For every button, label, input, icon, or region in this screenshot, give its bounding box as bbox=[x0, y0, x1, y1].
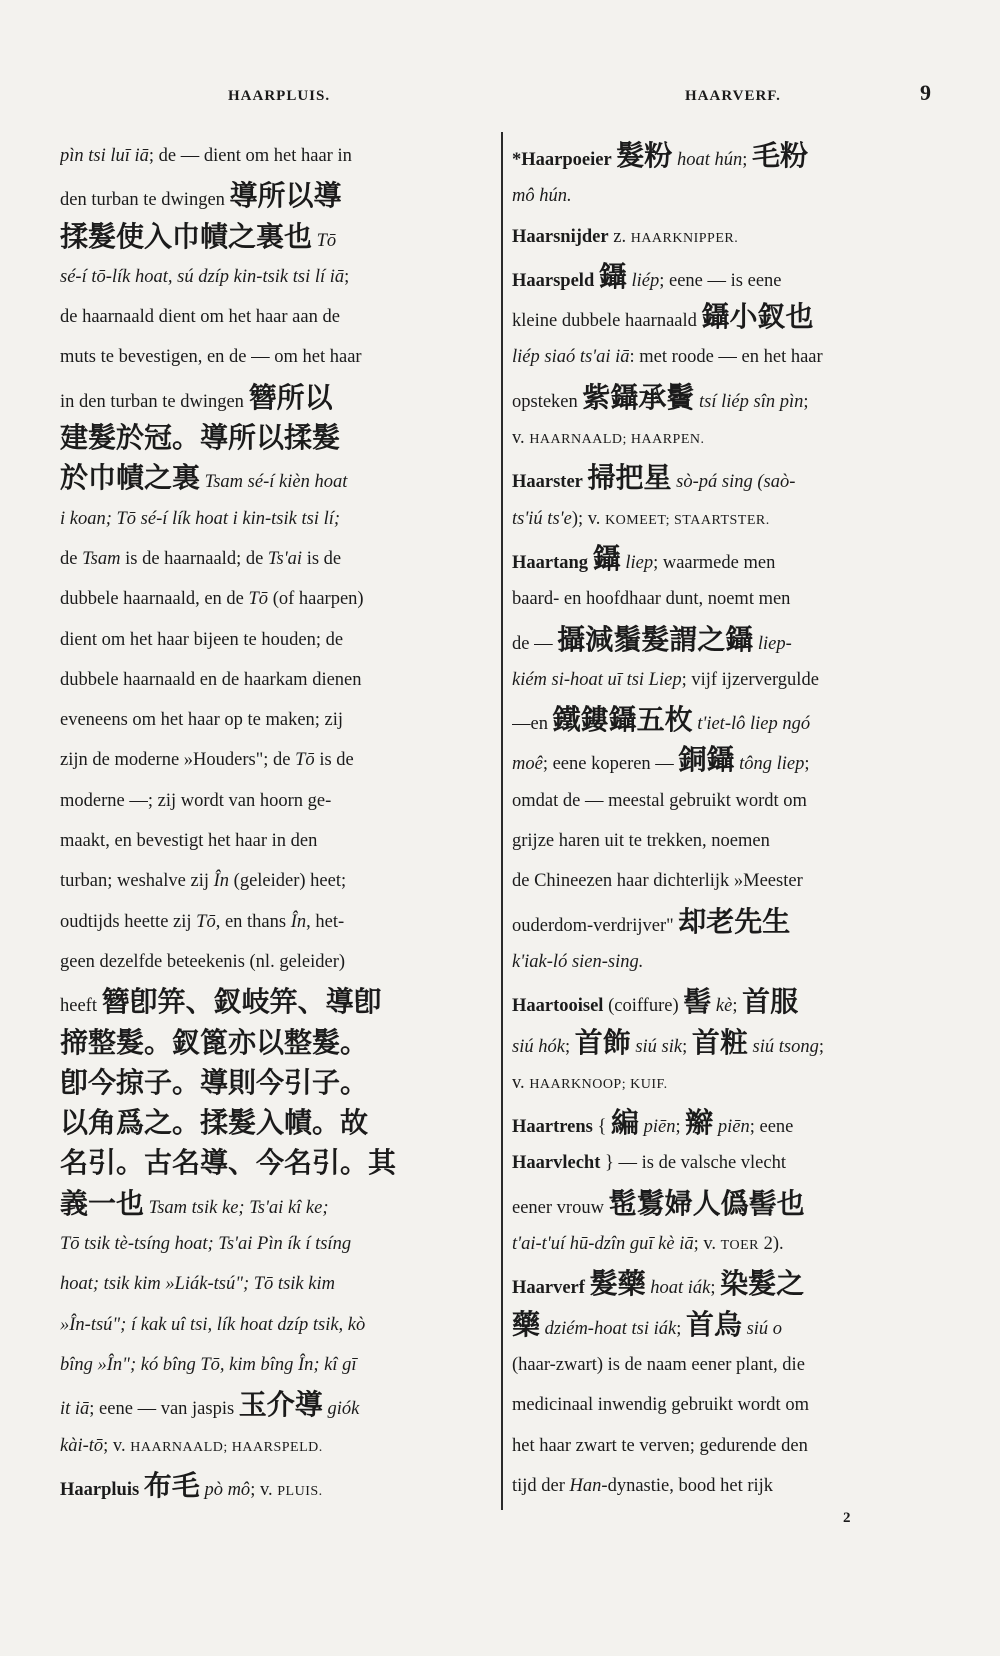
text-segment: hoat hún bbox=[672, 150, 743, 170]
text-segment: ; v. bbox=[250, 1479, 278, 1500]
chinese-characters: 首粧 bbox=[691, 1025, 748, 1059]
text-line bbox=[60, 499, 492, 539]
text-line bbox=[60, 579, 492, 619]
chinese-characters: 攝減鬚髮謂之鑷 bbox=[557, 622, 754, 656]
text-segment: »În-tsú"; í kak uî tsi, lík hoat dzíp tsik, kò bbox=[60, 1314, 366, 1335]
text-line bbox=[512, 1063, 940, 1103]
text-segment: ; bbox=[818, 1036, 824, 1057]
text-segment: is de haarnaald; de bbox=[120, 548, 268, 569]
page-number: 9 bbox=[920, 80, 931, 105]
text-segment: ; bbox=[732, 996, 743, 1017]
text-segment: ; bbox=[344, 266, 350, 287]
text-segment: ; eene koperen — bbox=[542, 754, 679, 775]
text-segment: hoat iák bbox=[645, 1278, 711, 1299]
text-line bbox=[512, 136, 940, 176]
text-segment: siú tsong bbox=[747, 1036, 819, 1057]
text-line bbox=[512, 902, 940, 942]
text-segment: siú hók bbox=[512, 1036, 565, 1057]
text-segment: Ts'ai bbox=[267, 548, 303, 569]
entry-headword: Haarsnijder bbox=[512, 226, 609, 247]
text-segment: siú o bbox=[741, 1318, 783, 1339]
text-segment: -dynastie, bood het rijk bbox=[601, 1475, 774, 1496]
chinese-characters: 鐵鏤鑷五枚 bbox=[552, 703, 693, 737]
text-segment: kài-tō bbox=[60, 1435, 104, 1456]
text-segment: ; eene — is eene bbox=[659, 270, 782, 291]
left-column bbox=[60, 136, 492, 1506]
text-segment: i koan; Tō sé-í lík hoat i kin-tsik tsi lí; bbox=[60, 508, 341, 529]
text-line bbox=[60, 378, 492, 418]
text-segment: liep bbox=[620, 552, 654, 573]
text-line bbox=[512, 700, 940, 740]
text-segment: is de bbox=[302, 548, 342, 569]
text-line bbox=[60, 257, 492, 297]
text-segment: medicinaal inwendig gebruikt wordt om bbox=[512, 1395, 809, 1416]
text-line bbox=[512, 1023, 940, 1063]
chinese-characters: 鑷小釵也 bbox=[701, 300, 814, 334]
text-segment: piēn bbox=[713, 1117, 750, 1138]
text-line bbox=[512, 740, 940, 780]
entry-headword: Haarspeld bbox=[512, 270, 595, 291]
text-segment: kiém si-hoat uī tsi Liep bbox=[512, 669, 682, 690]
text-line bbox=[60, 337, 492, 377]
text-segment: PLUIS. bbox=[277, 1483, 323, 1499]
text-segment: KOMEET; STAARTSTER. bbox=[605, 512, 770, 528]
text-segment: Tsam bbox=[82, 548, 121, 569]
text-segment: moê bbox=[512, 754, 543, 775]
text-segment: heeft bbox=[60, 996, 102, 1017]
text-line bbox=[60, 176, 492, 216]
text-line bbox=[512, 1224, 940, 1264]
text-segment: dient om het haar bijeen te houden; de bbox=[60, 629, 344, 650]
text-segment: de bbox=[60, 548, 83, 569]
chinese-characters: 髮粉 bbox=[616, 139, 673, 172]
signature-mark: 2 bbox=[843, 1510, 851, 1526]
text-segment: moderne —; zij wordt van hoorn ge- bbox=[60, 790, 332, 811]
chinese-characters: 首飾 bbox=[574, 1025, 631, 1059]
text-segment: turban; weshalve zij bbox=[60, 871, 214, 892]
text-line bbox=[512, 257, 940, 297]
text-segment: v. bbox=[512, 1072, 530, 1093]
chinese-characters: 髻 bbox=[683, 985, 712, 1019]
text-segment: tông liep bbox=[734, 754, 805, 775]
text-segment: kleine dubbele haarnaald bbox=[512, 311, 702, 332]
text-line bbox=[512, 1426, 940, 1466]
text-segment: Han bbox=[569, 1475, 602, 1496]
chinese-characters: 簪卽笄、釵岐笄、導卽 bbox=[101, 985, 382, 1019]
text-line bbox=[60, 660, 492, 700]
text-segment: piēn bbox=[639, 1117, 676, 1138]
text-line bbox=[512, 217, 940, 257]
text-segment: oudtijds heette zij bbox=[60, 911, 197, 932]
text-segment: ; bbox=[742, 150, 752, 170]
text-line bbox=[512, 1264, 940, 1304]
text-line bbox=[512, 982, 940, 1022]
text-segment: baard- en hoofdhaar dunt, noemt men bbox=[512, 589, 791, 610]
chinese-characters: 藥 bbox=[512, 1307, 541, 1341]
text-line bbox=[512, 176, 940, 216]
text-segment: , en thans bbox=[215, 911, 291, 932]
text-line bbox=[60, 781, 492, 821]
chinese-characters: 導所以導 bbox=[229, 179, 342, 213]
text-segment: eveneens om het haar op te maken; zij bbox=[60, 710, 344, 731]
text-line bbox=[512, 418, 940, 458]
text-segment: ; v. bbox=[693, 1234, 721, 1255]
text-segment: pìn tsi luī iā bbox=[60, 146, 149, 166]
entry-headword: Haartang bbox=[512, 552, 589, 573]
text-segment: (geleider) heet; bbox=[229, 871, 347, 892]
text-line bbox=[60, 620, 492, 660]
text-segment: ; bbox=[710, 1278, 721, 1299]
text-line bbox=[512, 1345, 940, 1385]
chinese-characters: 髢鬄婦人僞髻也 bbox=[608, 1186, 805, 1220]
chinese-characters: 簪所以 bbox=[248, 380, 333, 414]
chinese-characters: 編 bbox=[610, 1106, 639, 1140]
text-segment: de — bbox=[512, 633, 558, 654]
text-line bbox=[60, 942, 492, 982]
text-segment: ; vijf ijzervergulde bbox=[681, 669, 819, 690]
chinese-characters: 掃把星 bbox=[587, 461, 672, 495]
text-line bbox=[60, 1345, 492, 1385]
chinese-characters: 首烏 bbox=[685, 1307, 742, 1341]
text-line bbox=[512, 1385, 940, 1425]
chinese-characters: 銅鑷 bbox=[678, 743, 735, 777]
chinese-characters: 染髮之 bbox=[720, 1267, 805, 1301]
chinese-characters: 卽今掠子。導則今引子。 bbox=[60, 1065, 369, 1099]
text-segment: ; v. bbox=[103, 1435, 131, 1456]
text-segment: HAARNAALD; HAARSPELD. bbox=[130, 1439, 323, 1455]
text-line bbox=[512, 861, 940, 901]
chinese-characters: 首服 bbox=[742, 985, 799, 1019]
text-segment: t'ai-t'uí hū-dzîn guī kè iā bbox=[512, 1234, 694, 1255]
text-line bbox=[512, 821, 940, 861]
text-line bbox=[60, 1264, 492, 1304]
chinese-characters: 於巾幘之裏 bbox=[60, 461, 201, 495]
text-line bbox=[60, 1063, 492, 1103]
chinese-characters: 以角爲之。揉髮入幘。故 bbox=[60, 1106, 369, 1140]
text-segment: is de bbox=[314, 750, 354, 771]
text-line bbox=[60, 1023, 492, 1063]
text-line bbox=[512, 539, 940, 579]
text-line bbox=[512, 458, 940, 498]
chinese-characters: 鑷 bbox=[592, 541, 621, 575]
text-line bbox=[60, 1426, 492, 1466]
chinese-characters: 玉介導 bbox=[238, 1388, 323, 1422]
text-segment: ; de — dient om het haar in bbox=[148, 146, 352, 166]
text-segment: ; bbox=[803, 391, 809, 412]
chinese-characters: 鑷 bbox=[598, 259, 627, 293]
text-segment: hoat; tsik kim »Liák-tsú"; Tō tsik kim bbox=[60, 1274, 335, 1295]
text-line bbox=[60, 1305, 492, 1345]
chinese-characters: 揉髮使入巾幘之裏也 bbox=[60, 219, 313, 253]
text-line bbox=[60, 902, 492, 942]
entry-headword: Haarster bbox=[512, 472, 583, 493]
text-segment: Tō bbox=[248, 589, 269, 610]
text-segment: ; eene bbox=[749, 1117, 794, 1138]
chinese-characters: 布毛 bbox=[143, 1468, 200, 1502]
text-segment: tijd der bbox=[512, 1475, 570, 1496]
text-line bbox=[512, 297, 940, 337]
text-segment: HAARNAALD; HAARPEN. bbox=[529, 432, 705, 448]
text-segment: { bbox=[592, 1117, 611, 1138]
text-segment: (haar-zwart) is de naam eener plant, die bbox=[512, 1354, 805, 1375]
text-segment: het haar zwart te verven; gedurende den bbox=[512, 1435, 808, 1456]
text-segment: t'iet-lô liep ngó bbox=[692, 714, 811, 735]
text-segment: ; bbox=[804, 754, 810, 775]
text-line bbox=[60, 740, 492, 780]
text-line bbox=[512, 781, 940, 821]
text-line bbox=[512, 1466, 940, 1506]
text-segment: ; waarmede men bbox=[653, 552, 776, 573]
text-segment: tsí liép sîn pìn bbox=[694, 391, 804, 412]
entry-headword: *Haarpoeier bbox=[512, 150, 612, 170]
text-line bbox=[512, 1184, 940, 1224]
text-segment: (coiffure) bbox=[603, 996, 684, 1017]
entry-headword: Haartooisel bbox=[512, 996, 604, 1017]
text-segment: muts te bevestigen, en de — om het haar bbox=[60, 347, 362, 368]
text-segment: de haarnaald dient om het haar aan de bbox=[60, 307, 340, 328]
text-line bbox=[60, 539, 492, 579]
text-line bbox=[60, 418, 492, 458]
text-segment: ; bbox=[682, 1036, 692, 1057]
text-line bbox=[60, 1385, 492, 1425]
text-line bbox=[60, 458, 492, 498]
text-segment: În bbox=[213, 871, 230, 892]
text-segment: sò-pá sing (saò- bbox=[671, 472, 796, 493]
text-segment: it iā bbox=[60, 1399, 90, 1420]
chinese-characters: 髮藥 bbox=[589, 1267, 646, 1301]
text-line bbox=[512, 1103, 940, 1143]
chinese-characters: 却老先生 bbox=[678, 904, 791, 938]
text-segment: TOER bbox=[720, 1238, 759, 1254]
chinese-characters: 辮 bbox=[685, 1106, 714, 1140]
text-line bbox=[60, 136, 492, 176]
text-segment: de Chineezen haar dichterlijk »Meester bbox=[512, 871, 803, 892]
text-line bbox=[60, 1184, 492, 1224]
chinese-characters: 揥整髮。釵篦亦以整髮。 bbox=[60, 1025, 369, 1059]
text-segment: mô hún. bbox=[512, 186, 572, 207]
text-segment: siú sik bbox=[630, 1036, 683, 1057]
text-segment: pò mô bbox=[199, 1479, 251, 1500]
entry-headword: Haartrens bbox=[512, 1117, 593, 1138]
left-running-head: HAARPLUIS. bbox=[228, 88, 331, 104]
column-divider bbox=[501, 132, 503, 1510]
text-line bbox=[60, 982, 492, 1022]
text-segment: eener vrouw bbox=[512, 1197, 609, 1218]
chinese-characters: 毛粉 bbox=[751, 139, 808, 172]
text-segment: geen dezelfde beteekenis (nl. geleider) bbox=[60, 951, 346, 972]
text-line bbox=[512, 1143, 940, 1183]
text-segment: ; bbox=[564, 1036, 575, 1057]
text-segment: dubbele haarnaald, en de bbox=[60, 589, 249, 610]
text-segment: ouderdom-verdrijver" bbox=[512, 915, 679, 936]
text-segment: : met roode — en het haar bbox=[629, 347, 823, 368]
chinese-characters: 義一也 bbox=[60, 1186, 145, 1220]
text-line bbox=[60, 1143, 492, 1183]
text-line bbox=[60, 700, 492, 740]
text-segment: grijze haren uit te trekken, noemen bbox=[512, 831, 770, 852]
entry-headword: Haarpluis bbox=[60, 1479, 140, 1500]
text-line bbox=[512, 337, 940, 377]
text-segment: } — is de valsche vlecht bbox=[600, 1153, 786, 1174]
text-segment: HAARKNIPPER. bbox=[630, 230, 739, 246]
text-segment: ts'iú ts'e bbox=[512, 508, 572, 529]
text-segment: ); v. bbox=[571, 508, 606, 529]
text-segment: kè bbox=[711, 996, 733, 1017]
chinese-characters: 紫鑷承鬢 bbox=[582, 380, 695, 414]
entry-headword: Haarvlecht bbox=[512, 1153, 601, 1174]
text-line bbox=[512, 660, 940, 700]
text-segment: sé-í tō-lík hoat, sú dzíp kin-tsik tsi lí iā bbox=[60, 266, 345, 287]
text-line bbox=[60, 297, 492, 337]
text-segment: omdat de — meestal gebruikt wordt om bbox=[512, 790, 807, 811]
text-segment: Tō bbox=[312, 230, 337, 251]
text-line bbox=[60, 821, 492, 861]
text-segment: liep- bbox=[753, 633, 792, 654]
text-line bbox=[60, 1103, 492, 1143]
text-segment: z. bbox=[608, 226, 631, 247]
text-segment: Tsam sé-í kièn hoat bbox=[200, 472, 348, 493]
text-segment: 2). bbox=[758, 1234, 784, 1255]
text-segment: ; bbox=[676, 1318, 686, 1339]
text-segment: giók bbox=[322, 1399, 360, 1420]
text-segment: În bbox=[290, 911, 307, 932]
text-segment: ; eene — van jaspis bbox=[89, 1399, 239, 1420]
text-segment: Tsam tsik ke; Ts'ai kî ke; bbox=[144, 1197, 329, 1218]
text-segment: Tō bbox=[196, 911, 216, 932]
text-segment: den turban te dwingen bbox=[60, 190, 230, 211]
chinese-characters: 建髮於冠。導所以揉髮 bbox=[60, 421, 341, 455]
text-segment: k'iak-ló sien-sing. bbox=[512, 951, 644, 972]
text-segment: HAARKNOOP; KUIF. bbox=[529, 1076, 668, 1092]
chinese-characters: 名引。古名導、今名引。其 bbox=[60, 1146, 397, 1180]
text-segment: v. bbox=[512, 428, 530, 449]
text-line bbox=[512, 942, 940, 982]
text-line bbox=[512, 620, 940, 660]
text-segment: Tō tsik tè-tsíng hoat; Ts'ai Pìn ík í tsíng bbox=[60, 1234, 352, 1255]
text-line bbox=[512, 378, 940, 418]
text-segment: (of haarpen) bbox=[268, 589, 364, 610]
text-segment: —en bbox=[512, 714, 553, 735]
text-segment: bîng »În"; kó bîng Tō, kim bîng În; kî gī bbox=[60, 1354, 357, 1375]
text-segment: liép siaó ts'ai iā bbox=[512, 347, 630, 368]
text-line bbox=[60, 1224, 492, 1264]
text-segment: dziém-hoat tsi iák bbox=[540, 1318, 677, 1339]
text-segment: zijn de moderne »Houders"; de bbox=[60, 750, 296, 771]
text-segment: dubbele haarnaald en de haarkam dienen bbox=[60, 669, 362, 690]
text-segment: liép bbox=[626, 270, 660, 291]
right-running-head: HAARVERF. bbox=[685, 88, 781, 104]
text-line bbox=[60, 1466, 492, 1506]
text-line bbox=[512, 1305, 940, 1345]
text-segment: ; bbox=[675, 1117, 686, 1138]
right-column bbox=[512, 136, 940, 1506]
text-line bbox=[60, 861, 492, 901]
text-segment: in den turban te dwingen bbox=[60, 391, 249, 412]
text-segment: , het- bbox=[306, 911, 345, 932]
text-line bbox=[512, 499, 940, 539]
text-segment: maakt, en bevestigt het haar in den bbox=[60, 831, 318, 852]
entry-headword: Haarverf bbox=[512, 1278, 585, 1299]
text-segment: opsteken bbox=[512, 391, 583, 412]
text-segment: Tō bbox=[295, 750, 315, 771]
text-line bbox=[512, 579, 940, 619]
text-line bbox=[60, 217, 492, 257]
